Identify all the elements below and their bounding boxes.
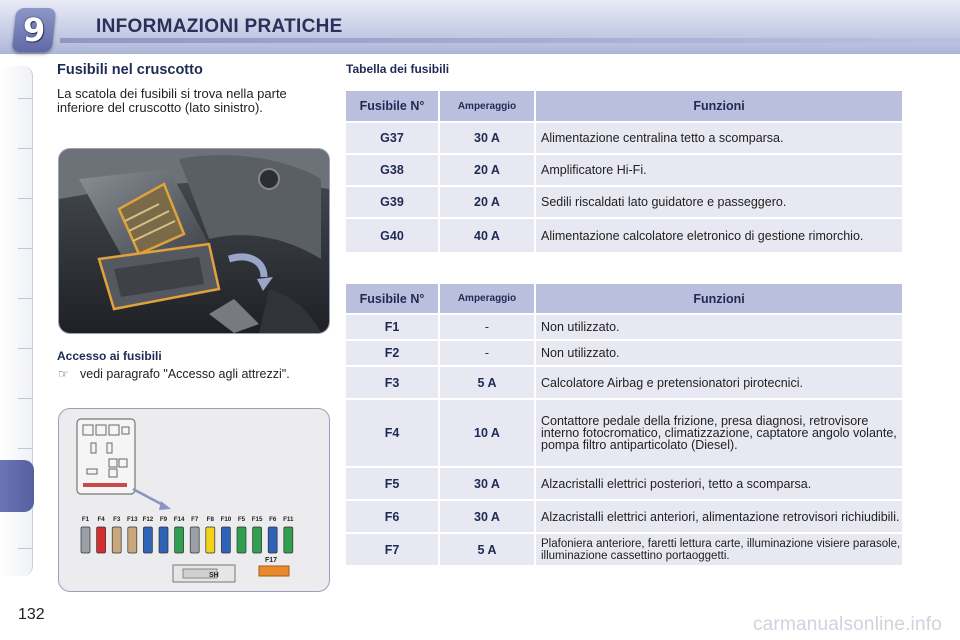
fuse-f12: [143, 527, 152, 553]
fuse-f13: [128, 527, 137, 553]
tab-divider: [18, 548, 32, 549]
fuse-amperage: 30 A: [440, 123, 534, 153]
page-title: INFORMAZIONI PRATICHE: [96, 16, 343, 37]
fuse-id: F7: [346, 534, 438, 565]
fuse-f9: [159, 527, 168, 553]
header-fuse: Fusibile N°: [346, 91, 438, 121]
fuse-id: F6: [346, 501, 438, 532]
table-row: [346, 315, 902, 339]
table-row: [346, 400, 902, 466]
fuse-function: Sedili riscaldati lato guidatore e passeggero.: [536, 187, 902, 217]
fuse-id: F5: [346, 468, 438, 499]
fuse-amperage: 10 A: [440, 400, 534, 466]
table-row: [346, 341, 902, 365]
fuse-function: Plafoniera anteriore, faretti lettura carte, illuminazione visiere parasole, illuminazione cassettino portaoggetti.: [536, 534, 902, 565]
tab-divider: [18, 298, 32, 299]
fuse-f10: [221, 527, 230, 553]
fuse-amperage: 5 A: [440, 367, 534, 398]
chapter-badge: [12, 8, 57, 52]
fuse-label: F15: [251, 516, 263, 523]
tab-divider: [18, 148, 32, 149]
access-title: Accesso ai fusibili: [57, 349, 162, 363]
fuse-f14: [175, 527, 184, 553]
fuse-amperage: 30 A: [440, 468, 534, 499]
fuse-id: F2: [346, 341, 438, 365]
fuse-label: F6: [269, 516, 277, 523]
fuse-amperage: 40 A: [440, 219, 534, 252]
fuse-box-drawing: [59, 409, 329, 591]
fuse-id: F4: [346, 400, 438, 466]
tab-divider: [18, 398, 32, 399]
section-title: Fusibili nel cruscotto: [57, 62, 203, 78]
tab-divider: [18, 98, 32, 99]
fuse-id: F3: [346, 367, 438, 398]
fuse-function: Non utilizzato.: [536, 315, 902, 339]
fuse-function: Calcolatore Airbag e pretensionatori pirotecnici.: [536, 367, 902, 398]
header-fuse: Fusibile N°: [346, 284, 438, 313]
fuse-label: F14: [173, 516, 185, 523]
fuse-label: F1: [81, 516, 90, 523]
tab-divider: [18, 348, 32, 349]
fuse-f5: [237, 527, 246, 553]
fuse-label: F3: [113, 516, 121, 523]
fuse-function: Alzacristalli elettrici anteriori, alimentazione retrovisori richiudibili.: [536, 501, 902, 532]
header-functions: Funzioni: [536, 91, 902, 121]
fuse-amperage: 30 A: [440, 501, 534, 532]
header-amperage: Amperaggio: [440, 284, 534, 313]
fuse-f1: [81, 527, 90, 553]
fuse-amperage: 20 A: [440, 187, 534, 217]
fuse-label: F4: [97, 516, 105, 523]
fuse-amperage: -: [440, 341, 534, 365]
fuse-f7: [190, 527, 199, 553]
table-row: [346, 123, 902, 153]
fuse-label: F10: [220, 516, 232, 523]
fuse-amperage: 20 A: [440, 155, 534, 185]
fuse-f4: [97, 527, 106, 553]
active-chapter-tab[interactable]: [0, 460, 34, 512]
table-caption: Tabella dei fusibili: [346, 62, 450, 76]
watermark: carmanualsonline.info: [752, 614, 942, 635]
fuse-id: F1: [346, 315, 438, 339]
fuse-function: Non utilizzato.: [536, 341, 902, 365]
tab-divider: [18, 198, 32, 199]
header-amperage: Amperaggio: [440, 91, 534, 121]
pointing-hand-icon: ☞: [58, 367, 69, 381]
dashboard-drawing: [59, 149, 329, 333]
fuse-function: Alimentazione centralina tetto a scomparsa.: [536, 123, 902, 153]
fuse-label: F12: [142, 516, 154, 523]
fuse-function: Contattore pedale della frizione, presa diagnosi, retrovisore interno fotocromatico, climatizzazione, captatore angolo volante, pompa filtro antiparticolato (Diesel).: [536, 400, 902, 466]
fuse-label: F5: [237, 516, 246, 523]
table-row: [346, 468, 902, 499]
fuse-f6: [268, 527, 277, 553]
fuse-id: G38: [346, 155, 438, 185]
chapter-number: 9: [22, 11, 46, 49]
table-row: [346, 219, 902, 252]
intro-paragraph: La scatola dei fusibili si trova nella parte inferiore del cruscotto (lato sinistro).: [57, 86, 287, 115]
tab-divider: [18, 248, 32, 249]
page-number: 132: [18, 606, 45, 623]
fuse-id: G40: [346, 219, 438, 252]
fuse-function: Alzacristalli elettrici posteriori, tetto a scomparsa.: [536, 468, 902, 499]
fuse-f15: [253, 527, 262, 553]
fuse-function: Alimentazione calcolatore eletronico di gestione rimorchio.: [536, 219, 902, 252]
table-header-row: [346, 284, 902, 313]
fuse-label: F7: [191, 516, 199, 523]
f17-label: F17: [265, 557, 278, 564]
table-header-row: [346, 91, 902, 121]
fuse-table-f: [344, 282, 904, 567]
table-row: [346, 155, 902, 185]
fuse-amperage: 5 A: [440, 534, 534, 565]
fuse-id: G37: [346, 123, 438, 153]
fuse-label: F9: [159, 516, 168, 523]
fuse-label: F13: [126, 516, 138, 523]
fuse-label: F11: [283, 516, 294, 523]
fuse-f3: [112, 527, 121, 553]
fuse-f8: [206, 527, 215, 553]
access-reference-text: vedi paragrafo "Accesso agli attrezzi".: [80, 367, 290, 381]
fuse-amperage: -: [440, 315, 534, 339]
fuse-f11: [284, 527, 293, 553]
fuse-box-diagram: [58, 408, 330, 592]
sh-label: SH: [209, 572, 219, 579]
fuse-function: Amplificatore Hi-Fi.: [536, 155, 902, 185]
table-row: [346, 367, 902, 398]
fuse-row: [81, 516, 294, 553]
table-row: [346, 187, 902, 217]
fuse-table-g: [344, 89, 904, 254]
access-instruction: [58, 367, 290, 381]
fuse-id: G39: [346, 187, 438, 217]
header-functions: Funzioni: [536, 284, 902, 313]
tab-divider: [18, 448, 32, 449]
dashboard-illustration: [58, 148, 330, 334]
table-row: [346, 534, 902, 565]
fuse-label: F8: [206, 516, 214, 523]
table-row: [346, 501, 902, 532]
